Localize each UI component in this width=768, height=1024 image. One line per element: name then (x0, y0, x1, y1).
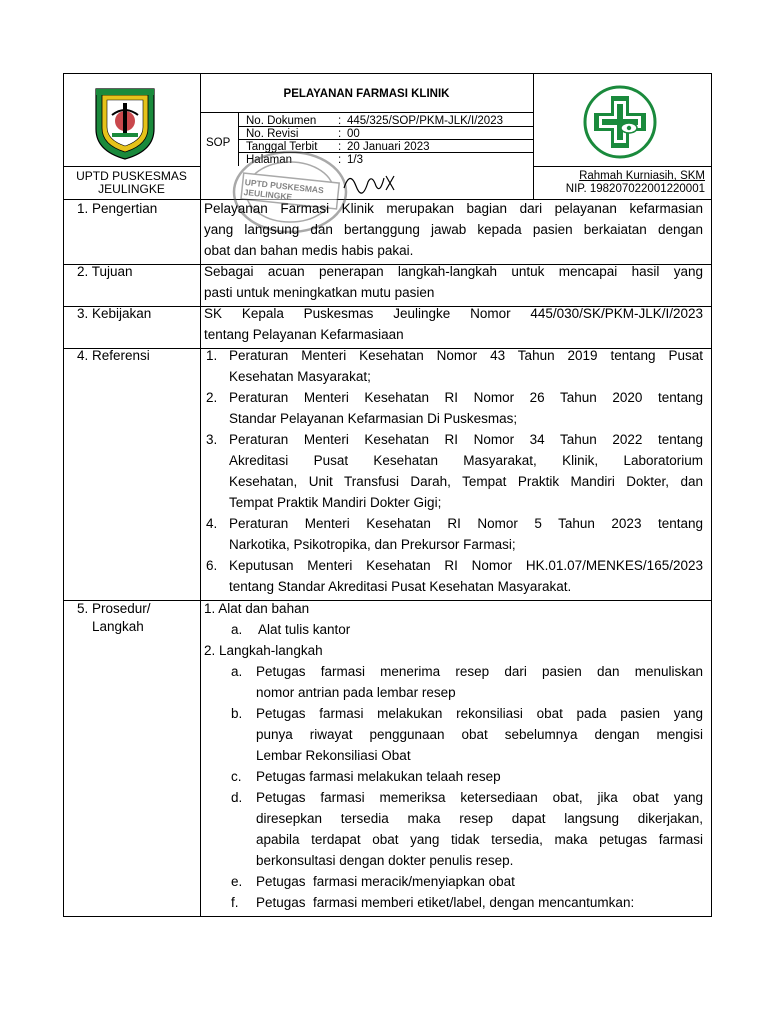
step-number: a. (231, 664, 243, 679)
section-label-kebijakan: 3. Kebijakan (77, 306, 152, 321)
tujuan-text (204, 261, 703, 303)
stamp-text: UPTD PUSKESMAS JEULINGKE (243, 177, 325, 203)
org-name-line2: JEULINGKE (98, 182, 165, 196)
referensi-line: Peraturan Menteri Kesehatan Nomor 43 Tahun 2019 tentang Pusat (229, 348, 703, 363)
section-label-pengertian: 1. Pengertian (77, 201, 158, 216)
step-number: b. (231, 706, 243, 721)
referensi-item (229, 555, 703, 597)
referensi-line: tentang Standar Akreditasi Pusat Kesehatan Masyarakat. (229, 579, 572, 594)
meta-colon: : (338, 154, 342, 166)
meta-label-halaman: Halaman (246, 154, 293, 166)
pengertian-text (204, 198, 703, 261)
step-item (256, 703, 703, 766)
prosedur-alat-item: Alat tulis kantor (258, 622, 351, 637)
aceh-emblem-logo (92, 85, 158, 161)
sop-label: SOP (206, 137, 231, 149)
table-left-border (63, 73, 64, 917)
meta-label-tanggal-terbit: Tanggal Terbit (246, 141, 318, 153)
referensi-line: Akreditasi Pusat Kesehatan Masyarakat, Klinik, Laboratorium (229, 453, 703, 468)
step-line: Petugas farmasi memberi etiket/label, dengan mencantumkan: (256, 895, 635, 910)
tujuan-line: pasti untuk meningkatkan mutu pasien (204, 285, 435, 300)
step-line: berkonsultasi dengan dokter penulis resep. (256, 853, 514, 868)
referensi-item-number: 6. (206, 558, 218, 573)
signer-name: Rahmah Kurniasih, SKM (579, 170, 705, 182)
tujuan-line: Sebagai acuan penerapan langkah-langkah untuk mencapai hasil yang (204, 264, 703, 279)
org-name-line1: UPTD PUSKESMAS (76, 169, 187, 183)
section-label-tujuan: 2. Tujuan (77, 264, 133, 279)
meta-value-no-dokumen: 445/325/SOP/PKM-JLK/I/2023 (347, 115, 503, 127)
pengertian-line: Pelayanan Farmasi Klinik merupakan bagian dari pelayanan kefarmasian (204, 201, 703, 216)
step-line: punya riwayat penggunaan obat sebelumnya dengan mengisi (256, 727, 703, 742)
meta-value-tanggal-terbit: 20 Januari 2023 (347, 141, 430, 153)
step-number: e. (231, 874, 243, 889)
pengertian-line: obat dan bahan medis habis pakai. (204, 243, 414, 258)
signature-scribble-icon (340, 168, 400, 196)
meta-colon: : (338, 141, 342, 153)
title-bottom-border (200, 112, 533, 113)
logo-row-bottom-border (63, 166, 200, 167)
table-top-border (63, 73, 712, 74)
table-right-border (711, 73, 712, 917)
step-item (256, 766, 703, 787)
referensi-line: Peraturan Menteri Kesehatan RI Nomor 34 Tahun 2022 tentang (229, 432, 703, 447)
referensi-item-number: 2. (206, 390, 218, 405)
step-line: diresepkan tersedia maka resep dapat langsung dikerjakan, (256, 811, 703, 826)
pengertian-line: yang langsung dan bertanggung jawab kepada pasien berkaiatan dengan (204, 222, 703, 237)
prosedur-heading-langkah: 2. Langkah-langkah (204, 643, 323, 658)
referensi-bottom-border (63, 600, 712, 601)
meta-colon: : (338, 115, 342, 127)
step-line: Petugas farmasi melakukan rekonsiliasi obat pada pasien yang (256, 706, 703, 721)
step-line: Petugas farmasi menerima resep dari pasien dan menuliskan (256, 664, 703, 679)
step-line: apabila terdapat obat yang tidak tersedia, maka petugas farmasi (256, 832, 703, 847)
referensi-line: Peraturan Menteri Kesehatan RI Nomor 26 Tahun 2020 tentang (229, 390, 703, 405)
meta-value-halaman: 1/3 (347, 154, 363, 166)
step-number: f. (231, 895, 239, 910)
referensi-line: Standar Pelayanan Kefarmasian Di Puskesmas; (229, 411, 518, 426)
section-label-referensi: 4. Referensi (77, 348, 150, 363)
document-title: PELAYANAN FARMASI KLINIK (283, 88, 450, 100)
referensi-item-number: 3. (206, 432, 218, 447)
step-number: d. (231, 790, 243, 805)
signer-nip: NIP. 198207022001220001 (565, 183, 705, 195)
health-cross-icon (582, 84, 658, 160)
step-line: Petugas farmasi melakukan telaah resep (256, 769, 501, 784)
referensi-line: Keputusan Menteri Kesehatan RI Nomor HK.01.07/MENKES/165/2023 (229, 558, 703, 573)
referensi-line: Kesehatan Masyarakat; (229, 369, 371, 384)
referensi-item (229, 387, 703, 429)
step-item (256, 661, 703, 703)
meta-label-no-revisi: No. Revisi (246, 128, 299, 140)
meta-label-no-dokumen: No. Dokumen (246, 115, 317, 127)
kebijakan-line: SK Kepala Puskesmas Jeulingke Nomor 445/030/SK/PKM-JLK/I/2023 (204, 306, 703, 321)
step-item (256, 871, 703, 892)
section-label-prosedur-line2: Langkah (92, 619, 144, 634)
shield-emblem-icon (92, 85, 158, 161)
puskesmas-logo (582, 84, 658, 160)
logo-row-bottom-border-right (533, 166, 712, 167)
referensi-item-number: 4. (206, 516, 218, 531)
referensi-line: Kesehatan, Unit Transfusi Darah, Tempat Praktik Mandiri Dokter, dan (229, 474, 703, 489)
referensi-item (229, 345, 703, 387)
referensi-item (229, 513, 703, 555)
step-line: Lembar Rekonsiliasi Obat (256, 748, 411, 763)
referensi-line: Peraturan Menteri Kesehatan RI Nomor 5 Tahun 2023 tentang (229, 516, 703, 531)
step-line: Petugas farmasi meracik/menyiapkan obat (256, 874, 515, 889)
table-bottom-border (63, 916, 712, 917)
referensi-item (229, 429, 703, 513)
step-number: c. (231, 769, 242, 784)
step-line: nomor antrian pada lembar resep (256, 685, 456, 700)
referensi-item-number: 1. (206, 348, 218, 363)
kebijakan-text (204, 303, 703, 345)
signature (340, 168, 400, 196)
prosedur-heading-alat: 1. Alat dan bahan (204, 601, 310, 616)
meta-colon: : (338, 128, 342, 140)
label-column-border (200, 73, 201, 917)
meta-value-no-revisi: 00 (347, 128, 360, 140)
referensi-line: Tempat Praktik Mandiri Dokter Gigi; (229, 495, 442, 510)
prosedur-alat-item-number: a. (231, 622, 243, 637)
referensi-line: Narkotika, Psikotropika, dan Prekursor Farmasi; (229, 537, 516, 552)
step-item (256, 787, 703, 871)
kebijakan-line: tentang Pelayanan Kefarmasiaan (204, 327, 404, 342)
section-label-prosedur: 5. Prosedur/ (77, 601, 151, 616)
step-item (256, 892, 703, 913)
step-line: Petugas farmasi memeriksa ketersediaan obat, jika obat yang (256, 790, 703, 805)
